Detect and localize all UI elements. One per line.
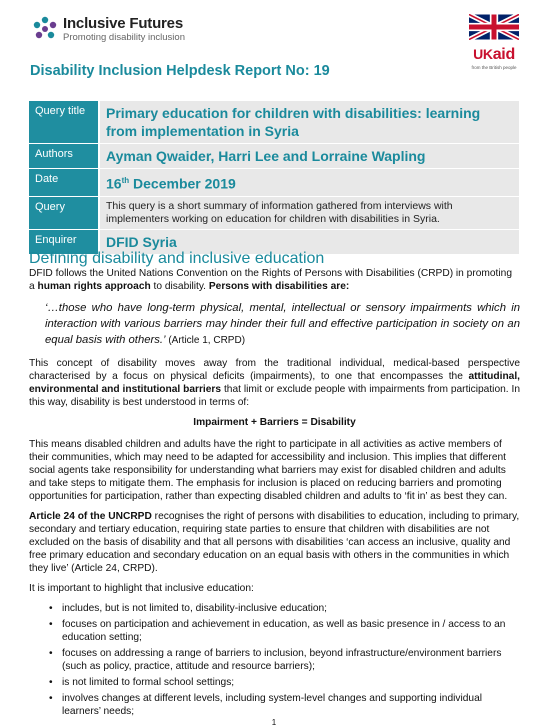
ukaid-logo	[468, 14, 520, 72]
paragraph-inclusive-intro: It is important to highlight that inclusive education:	[29, 583, 254, 594]
query-title-value: Primary education for children with disabilities: learning from implementation in Syria	[99, 101, 519, 144]
list-item: • is not limited to formal school settings;	[62, 676, 520, 689]
list-item: • involves changes at different levels, including system-level changes and supporting individual learners’ needs;	[62, 692, 520, 718]
disability-formula: Impairment + Barriers = Disability	[193, 417, 356, 428]
paragraph-article-24	[29, 510, 520, 575]
p1-text-b: human rights approach	[37, 281, 151, 292]
p2-text-a: This concept of disability moves away from the traditional individual, medical-based perspective characterised by a focus on physical deficits (impairments), to one that encompasses the	[29, 358, 520, 382]
date-rest: December 2019	[129, 175, 236, 192]
quote-text: ‘…those who have long-term physical, mental, intellectual or sensory impairments which in interaction with various barriers may hinder their full and effective participation in society on an equal basis with others.’	[45, 302, 520, 346]
enquirer-label: Enquirer	[29, 229, 99, 254]
query-row-authors	[29, 144, 519, 169]
query-table	[29, 101, 519, 255]
list-item: • focuses on participation and achievement in education, as well as basic presence in / access to an education setting;	[62, 618, 520, 644]
list-item: • focuses on addressing a range of barriers to inclusion, beyond infrastructure/environment barriers (such as policy, practice, attitude and resource barriers);	[62, 647, 520, 673]
quote-reference: (Article 1, CRPD)	[165, 335, 246, 346]
report-title: Disability Inclusion Helpdesk Report No: 19	[30, 63, 330, 79]
logo-title: Inclusive Futures	[63, 15, 183, 32]
paragraph-crpd	[29, 267, 520, 293]
union-flag-icon	[469, 14, 519, 40]
query-value: This query is a short summary of information gathered from interviews with implementers working on education for children with disabilities in Syria.	[99, 196, 519, 229]
list-item: • includes, but is not limited to, disability-inclusive education;	[62, 602, 520, 615]
logo-mark-icon	[32, 16, 58, 42]
logo-subtitle: Promoting disability inclusion	[63, 32, 185, 43]
report-body	[29, 252, 520, 721]
query-row-date	[29, 169, 519, 197]
p4-text-a: Article 24 of the UNCRPD	[29, 511, 152, 522]
inclusive-futures-logo	[32, 16, 185, 43]
p2-text-b: attitudinal, environmental and institutional barriers	[29, 371, 520, 395]
query-row-query	[29, 196, 519, 229]
paragraph-participation: This means disabled children and adults have the right to participate in all activities as active members of their communities, which may need to be adapted for accessibility and inclusion. This implies that different social agents take responsibility for understanding what barriers may exist for disabled children and adults and take steps to mitigate them. The emphasis for inclusion is placed on reducing barriers and promoting opportunities for participation, rather than expecting disabled children and adults to ‘fit in’ as best they can.	[29, 439, 508, 502]
p2-text-c: that limit or exclude people with impairments from participation. In this way, disability is best understood in terms of:	[29, 384, 520, 408]
p1-text-a: DFID follows the United Nations Convention on the Rights of Persons with Disabilities (CRPD) in promoting a	[29, 268, 512, 292]
date-sup: th	[121, 176, 130, 185]
section-heading: Defining disability and inclusive education	[29, 250, 325, 267]
ukaid-subtitle: from the British people	[471, 65, 517, 70]
enquirer-value: DFID Syria	[99, 229, 519, 254]
query-title-label: Query title	[29, 101, 99, 144]
ukaid-uk: UK	[473, 46, 493, 62]
authors-label: Authors	[29, 144, 99, 169]
authors-value: Ayman Qwaider, Harri Lee and Lorraine Wapling	[99, 144, 519, 169]
paragraph-concept	[29, 357, 520, 409]
p4-text-b: recognises the right of persons with disabilities to education, including to primary, secondary and tertiary education, requiring state parties to ensure that children with disabilities are not excluded on the basis of disability and that all persons with disabilities ‘can access an inclusive, quality and free primary education and secondary education on an equal basis with others in the communities in which they live’ (Article 24, CRPD).	[29, 511, 520, 574]
page-number: 1	[271, 718, 277, 727]
date-label: Date	[29, 169, 99, 197]
p1-text-c: to disability.	[150, 281, 209, 292]
page-header	[28, 14, 520, 86]
date-day: 16	[106, 175, 122, 192]
query-row-title	[29, 101, 519, 144]
query-label: Query	[29, 196, 99, 229]
date-value	[99, 169, 519, 197]
inclusive-education-list	[62, 602, 520, 718]
p1-text-d: Persons with disabilities are:	[208, 281, 350, 292]
ukaid-aid: aid	[492, 46, 515, 63]
crpd-quote	[45, 300, 520, 349]
